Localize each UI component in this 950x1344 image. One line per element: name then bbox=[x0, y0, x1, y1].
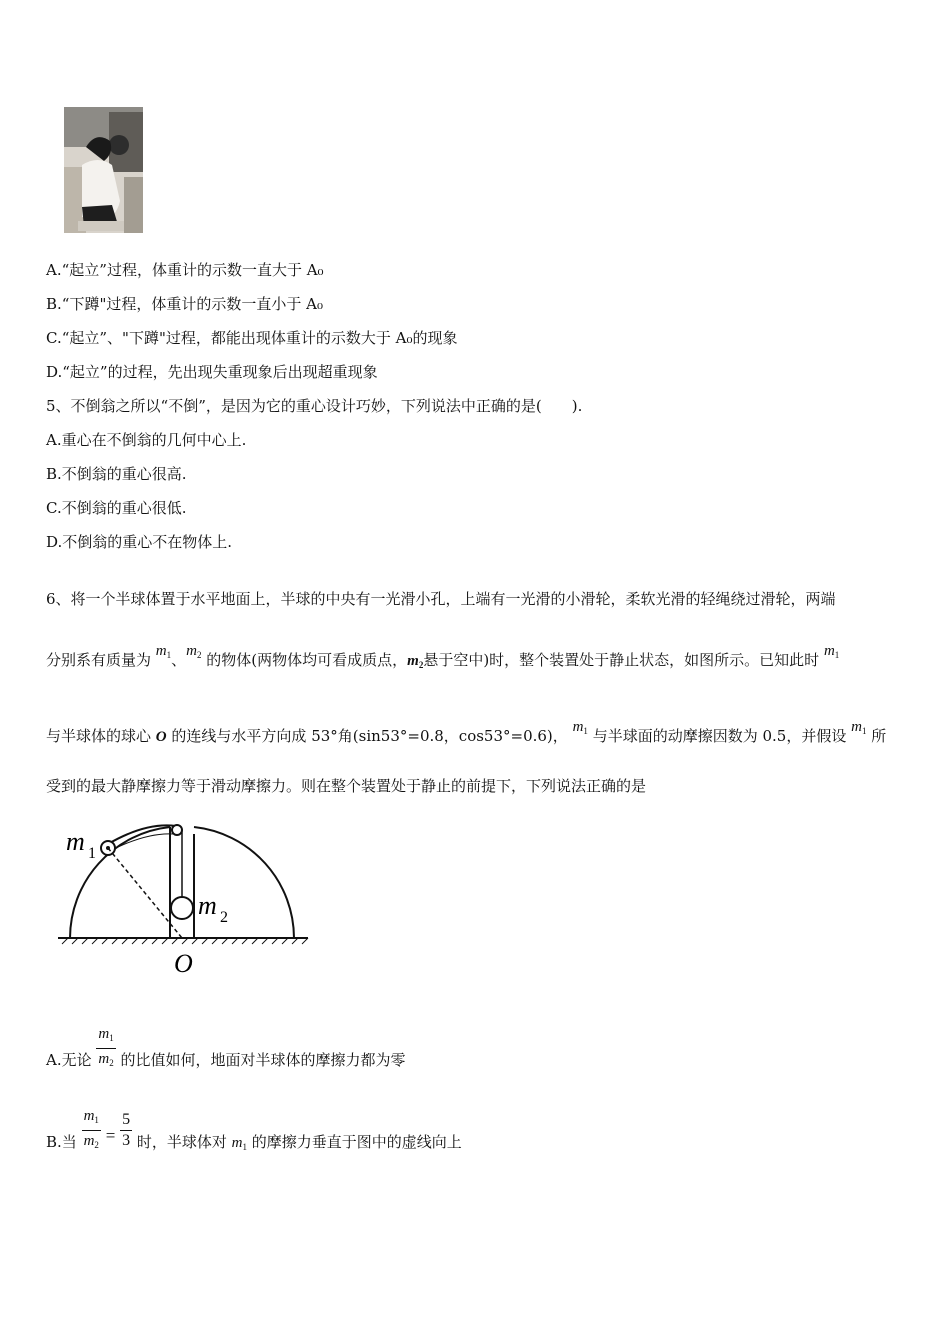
q4-option-c: C.“起立”、"下蹲"过程，都能出现体重计的示数大于 A₀的现象 bbox=[46, 329, 458, 347]
q6-stem-line1: 6、将一个半球体置于水平地面上，半球的中央有一光滑小孔，上端有一光滑的小滑轮，柔软光滑的轻绳绕过滑轮，两端 bbox=[46, 590, 836, 608]
q4-option-d: D.“起立”的过程，先出现失重现象后出现超重现象 bbox=[46, 363, 378, 381]
figure-label-o: O bbox=[174, 949, 193, 978]
q6-stem-line4: 受到的最大静摩擦力等于滑动摩擦力。则在整个装置处于静止的前提下，下列说法正确的是 bbox=[46, 777, 647, 795]
figure-label-m1: m bbox=[66, 827, 85, 856]
q4-option-a: A.“起立”过程，体重计的示数一直大于 A₀ bbox=[46, 261, 324, 279]
q5-option-c: C.不倒翁的重心很低. bbox=[46, 499, 187, 517]
q5-option-a: A.重心在不倒翁的几何中心上. bbox=[46, 431, 247, 449]
q4-option-b: B.“下蹲"过程，体重计的示数一直小于 A₀ bbox=[46, 295, 323, 313]
squatting-person-photo bbox=[64, 107, 143, 233]
q6-stem-line2: 分别系有质量为 $m_1$、$m_2$ 的物体(两物体均可看成质点，$m_2$悬于空中)时，整个装置处于静止状态，如图所示。已知此时 $m_1$ bbox=[46, 643, 840, 670]
figure-label-m2-sub: 2 bbox=[220, 909, 228, 926]
q6-option-b: B.当 $\frac{m_1}{m_2}$ = $\frac{5}{3}$ 时，半球体对 $m_1$ 的摩擦力垂直于图中的虚线向上 bbox=[46, 1100, 462, 1149]
q5-stem: 5、不倒翁之所以“不倒”，是因为它的重心设计巧妙，下列说法中正确的是( ). bbox=[46, 397, 583, 415]
q6-stem-line3: 与半球体的球心 O 的连线与水平方向成 53°角(sin53°=0.8，cos53°=0.6)， $m_1$ 与半球面的动摩擦因数为 0.5，并假设 $m_1$ 所 bbox=[46, 719, 887, 745]
fraction-m1-over-m2-b: $\frac{m_1}{m_2}$ bbox=[83, 1108, 99, 1150]
fraction-5-over-3: $\frac{5}{3}$ bbox=[122, 1111, 131, 1149]
q6-option-a: A.无论 $\frac{m_1}{m_2}$ 的比值如何，地面对半球体的摩擦力都为零 bbox=[46, 1018, 406, 1067]
fraction-m1-over-m2: $\frac{m_1}{m_2}$ bbox=[98, 1026, 114, 1068]
figure-label-m1-sub: 1 bbox=[88, 845, 96, 862]
figure-label-m2: m bbox=[198, 891, 217, 920]
q5-option-b: B.不倒翁的重心很高. bbox=[46, 465, 187, 483]
q5-option-d: D.不倒翁的重心不在物体上. bbox=[46, 533, 233, 551]
hemisphere-pulley-figure bbox=[56, 814, 316, 988]
